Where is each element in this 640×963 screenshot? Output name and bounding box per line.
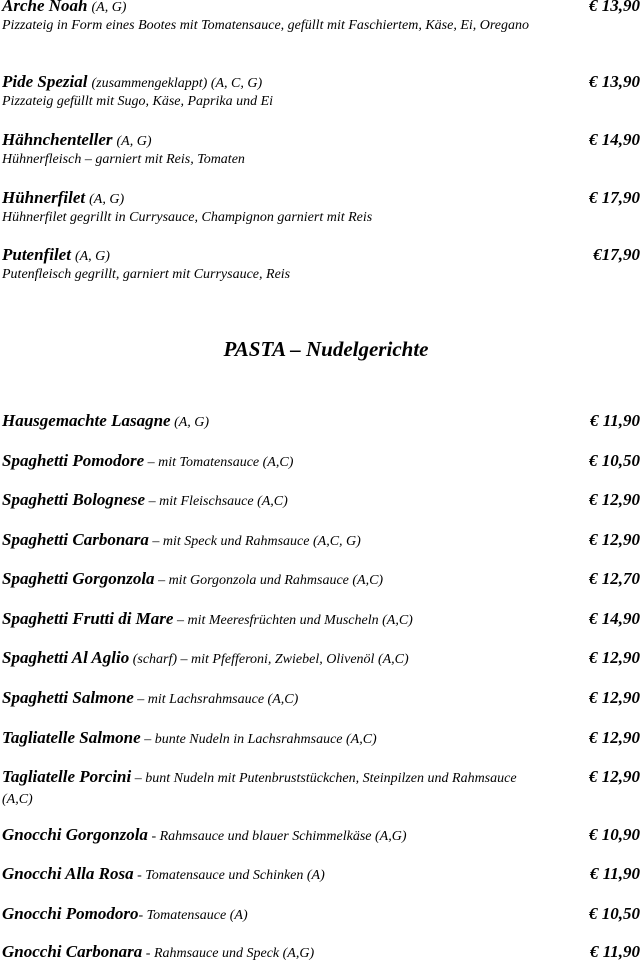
dish-description: – mit Tomatensauce (A,C): [144, 455, 294, 470]
dish-description: - Rahmsauce und blauer Schimmelkäse (A,G): [147, 829, 407, 844]
allergens: (A, G): [116, 134, 152, 149]
dish-name: Gnocchi Pomodoro: [2, 904, 139, 923]
allergens: (A, G): [91, 0, 127, 15]
dish-name: Pide Spezial: [2, 72, 88, 91]
menu-item: [2, 451, 640, 471]
menu-item: [2, 530, 640, 550]
dish-description: Pizzateig in Form eines Bootes mit Tomatensauce, gefüllt mit Faschiertem, Käse, Ei, Oregano: [2, 18, 530, 33]
dish-description: - Tomatensauce (A): [138, 908, 248, 923]
menu-item: [2, 609, 640, 629]
dish-name: Spaghetti Pomodore: [2, 451, 145, 470]
menu-item: [2, 411, 640, 431]
dish-description: (scharf) – mit Pfefferoni, Zwiebel, Olivenöl (A,C): [129, 652, 409, 667]
price: € 13,90: [589, 72, 640, 91]
menu-item: [2, 648, 640, 668]
dish-description: - Rahmsauce und Speck (A,G): [142, 946, 315, 961]
dish-description: Putenfleisch gegrillt, garniert mit Currysauce, Reis: [2, 267, 291, 282]
menu-item: [2, 490, 640, 510]
price: € 14,90: [589, 130, 640, 149]
price: € 17,90: [589, 188, 640, 207]
price: €17,90: [593, 245, 640, 264]
dish-description: – mit Gorgonzola und Rahmsauce (A,C): [154, 573, 384, 588]
dish-name: Hühnerfilet: [2, 188, 86, 207]
dish-name: Gnocchi Alla Rosa: [2, 864, 134, 883]
dish-name: Arche Noah: [2, 0, 88, 15]
dish-name: Putenfilet: [2, 245, 71, 264]
dish-name: Gnocchi Carbonara: [2, 942, 143, 961]
dish-name: Spaghetti Bolognese: [2, 490, 146, 509]
dish-description: Pizzateig gefüllt mit Sugo, Käse, Paprika und Ei: [2, 94, 274, 109]
dish-description: – mit Lachsrahmsauce (A,C): [133, 692, 299, 707]
menu-item: [2, 904, 640, 924]
price: € 12,90: [589, 648, 640, 667]
price: € 10,50: [589, 904, 640, 923]
menu-item: [2, 130, 640, 169]
dish-name: Hausgemachte Lasagne: [2, 411, 171, 430]
dish-description: Hühnerfilet gegrillt in Currysauce, Champignon garniert mit Reis: [2, 210, 373, 225]
price: € 11,90: [589, 942, 640, 961]
price: € 13,90: [589, 0, 640, 15]
price: € 14,90: [589, 609, 640, 628]
dish-name: Tagliatelle Porcini: [2, 767, 132, 786]
price: € 11,90: [589, 864, 640, 883]
dish-description: – bunte Nudeln in Lachsrahmsauce (A,C): [140, 732, 377, 747]
price: € 12,90: [589, 767, 640, 786]
price: € 12,90: [589, 530, 640, 549]
menu-item: [2, 188, 640, 227]
dish-description: - Tomatensauce und Schinken (A): [133, 868, 325, 883]
price: € 12,70: [589, 569, 640, 588]
dish-name: Spaghetti Al Aglio: [2, 648, 130, 667]
dish-name: Spaghetti Salmone: [2, 688, 134, 707]
dish-name: Hähnchenteller: [2, 130, 113, 149]
menu-item: [2, 569, 640, 589]
dish-name: Spaghetti Carbonara: [2, 530, 149, 549]
menu-item: [2, 767, 640, 810]
allergens: (zusammengeklappt) (A, C, G): [91, 76, 263, 91]
price: € 12,90: [589, 688, 640, 707]
price: € 10,50: [589, 451, 640, 470]
menu-item: [2, 728, 640, 748]
dish-name: Gnocchi Gorgonzola: [2, 825, 148, 844]
menu-item: [2, 825, 640, 845]
menu-item: [2, 942, 640, 962]
dish-description: Hühnerfleisch – garniert mit Reis, Tomaten: [2, 152, 245, 167]
dish-description: – mit Speck und Rahmsauce (A,C, G): [148, 534, 361, 549]
menu-item: [2, 0, 640, 35]
dish-description: – mit Meeresfrüchten und Muscheln (A,C): [173, 613, 413, 628]
section-heading: PASTA – Nudelgerichte: [223, 337, 429, 361]
dish-description: – mit Fleischsauce (A,C): [145, 494, 288, 509]
dish-description: – bunt Nudeln mit Putenbruststückchen, Steinpilzen und Rahmsauce (A,C): [2, 771, 517, 807]
menu-item: [2, 688, 640, 708]
menu-item: [2, 864, 640, 884]
allergens: (A, G): [74, 249, 110, 264]
dish-name: Spaghetti Frutti di Mare: [2, 609, 174, 628]
price: € 11,90: [589, 411, 640, 430]
menu-item: [2, 72, 640, 111]
dish-description: (A, G): [170, 415, 210, 430]
dish-name: Spaghetti Gorgonzola: [2, 569, 155, 588]
menu-item: [2, 245, 640, 284]
price: € 12,90: [589, 728, 640, 747]
allergens: (A, G): [89, 192, 125, 207]
dish-name: Tagliatelle Salmone: [2, 728, 141, 747]
price: € 10,90: [589, 825, 640, 844]
price: € 12,90: [589, 490, 640, 509]
